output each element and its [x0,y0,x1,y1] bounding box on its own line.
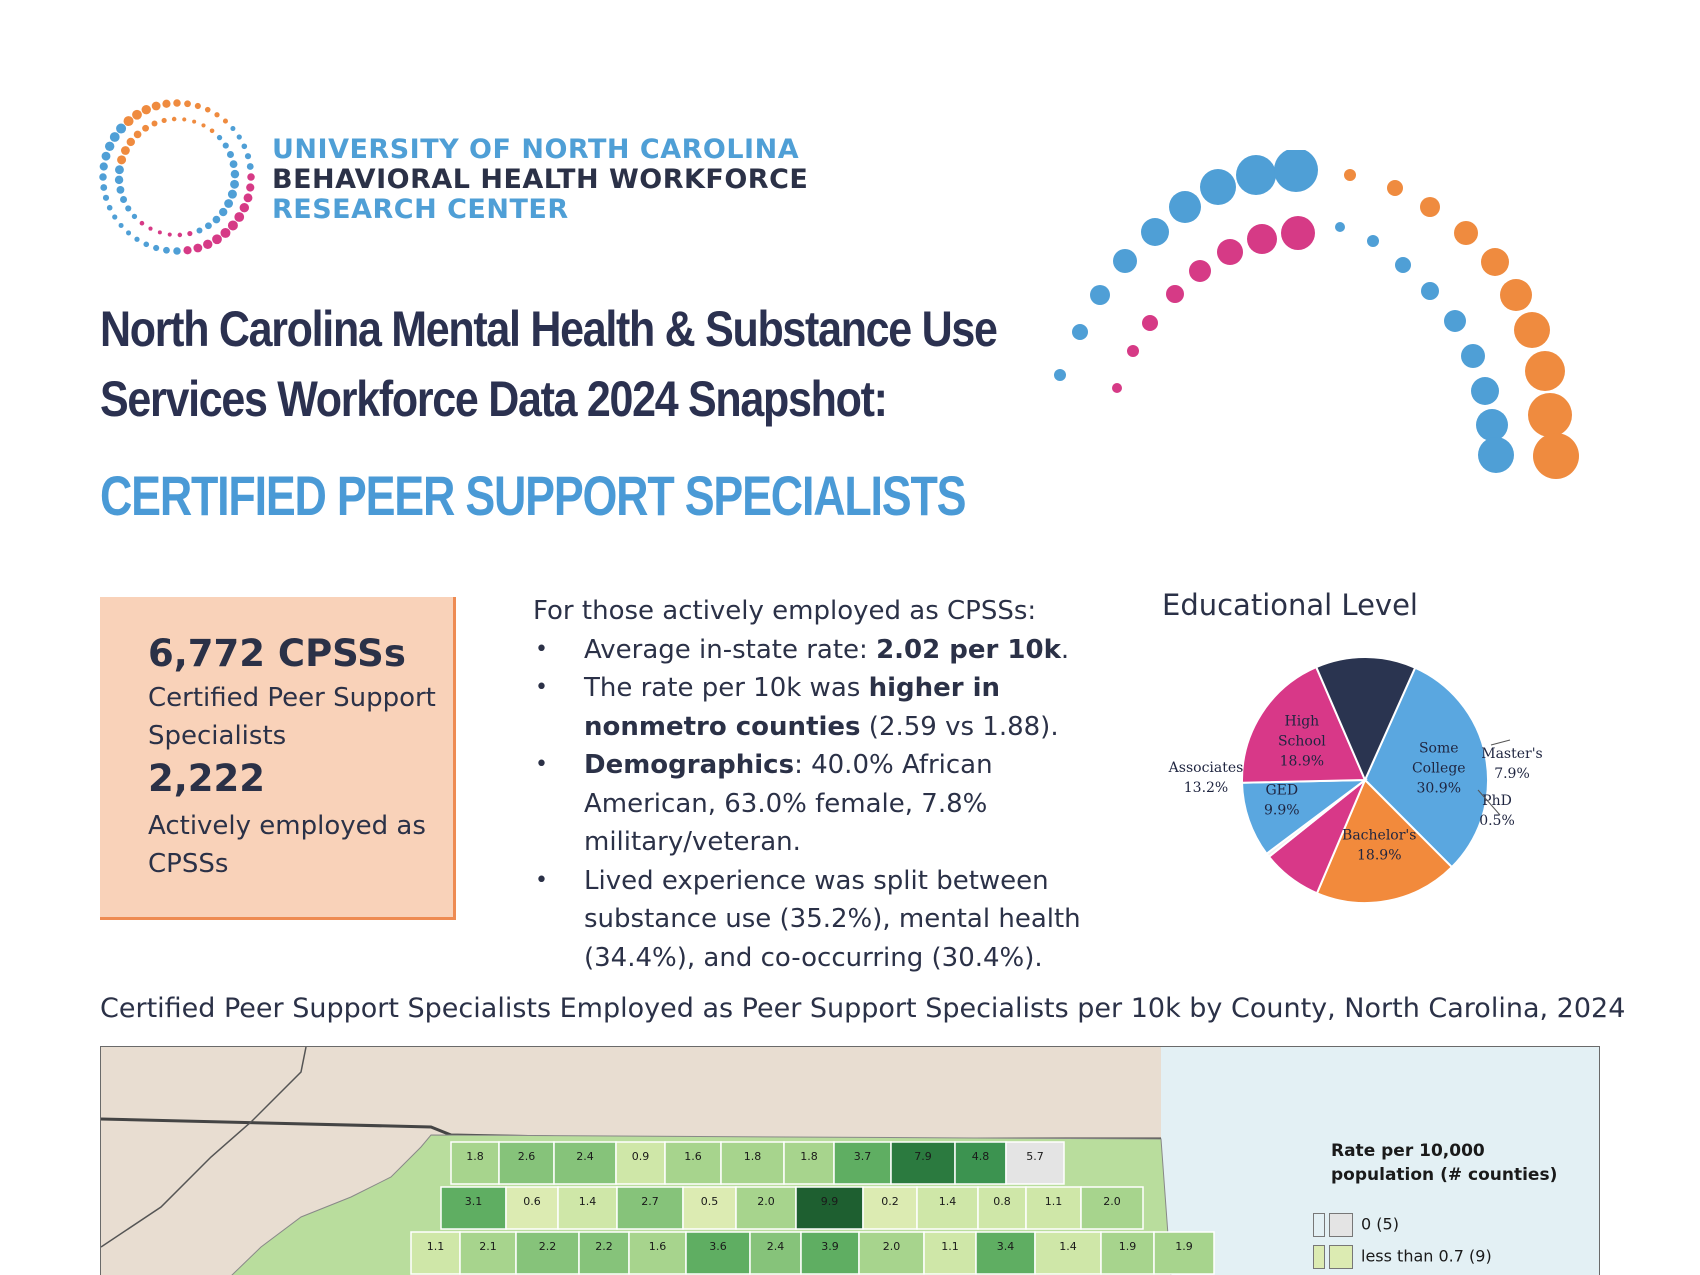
pie-label: Bachelor's [1342,827,1417,844]
county [976,1232,1035,1274]
arc-dot [1142,315,1158,331]
logo-dot [143,242,149,248]
pie-label: PhD [1482,793,1512,809]
logo-dot [105,142,114,151]
finding-nonmetro-rate [533,669,1103,746]
arc-dot [1421,282,1439,300]
arc-dot [1217,239,1243,265]
arc-dot [1166,285,1184,303]
county-value: 1.6 [684,1150,702,1163]
county-value: 2.2 [538,1240,557,1253]
logo-dot [127,138,135,146]
county [834,1142,891,1184]
county-map [100,1046,1600,1275]
logo-dot [205,107,211,113]
logo-dot [112,214,117,219]
logo-dot [224,199,233,208]
arc-dot [1189,260,1211,282]
county-value: 1.6 [648,1240,667,1253]
map-legend-title: Rate per 10,000 population (# counties) [1331,1141,1558,1185]
arc-dot [1200,169,1236,205]
logo-dot [247,163,254,170]
arc-dot [1528,393,1572,437]
arc-dot [1247,224,1277,254]
county [411,1232,460,1274]
county-value: 2.6 [517,1150,536,1163]
arc-dot [1236,155,1276,195]
county-value: 1.8 [743,1150,762,1163]
county [796,1187,863,1229]
pie-label: GED [1265,782,1299,799]
logo-dot [178,233,183,238]
finding-bold: 2.02 per 10k [876,634,1061,665]
legend-swatch-small [1313,1213,1325,1237]
arc-dot [1274,150,1318,192]
county-value: 9.9 [820,1195,839,1208]
logo-dot [212,234,222,244]
county-value: 1.8 [800,1150,818,1163]
logo-dot [246,183,254,191]
county [499,1142,554,1184]
county [978,1187,1026,1229]
arc-dot [1514,312,1550,348]
logo-dot [237,134,242,139]
stat-employed: 2,222 [148,757,266,800]
stats-box [100,597,456,920]
pie-label: 7.9% [1494,766,1530,782]
arc-dot [1112,383,1122,393]
logo-dot [132,214,137,219]
page-subtitle: CERTIFIED PEER SUPPORT SPECIALISTS [100,464,966,527]
arc-dot [1481,248,1509,276]
logo-dot [223,119,228,124]
logo-dot [205,222,212,229]
county-value: 4.8 [971,1150,990,1163]
county [617,1187,683,1229]
logo-dot [148,227,152,231]
county [924,1232,976,1274]
logo-dot [192,120,196,124]
legend-label: less than 0.7 (9) [1361,1246,1492,1266]
county-value: 2.7 [641,1195,659,1208]
finding-text-end: . [1060,634,1070,665]
logo-dot [172,117,177,122]
arc-dot [1533,433,1579,479]
logo-dot [219,208,227,216]
county [683,1187,736,1229]
pie-label: School [1277,733,1326,750]
map-title: Certified Peer Support Specialists Employed as Peer Support Specialists per 10k by County, North Carolina, 2024 [100,993,1626,1024]
county [554,1142,616,1184]
key-findings-intro: For those actively employed as CPSSs: [533,596,1037,626]
county [1006,1142,1064,1184]
county-value: 3.9 [821,1240,839,1253]
logo-dot [230,126,235,131]
arc-dot [1387,180,1403,196]
logo-dot [240,203,249,212]
logo-dot [103,195,109,201]
logo-dot [152,102,161,111]
arc-dot [1471,377,1499,405]
logo-dot [142,125,149,132]
finding-lived-experience [533,862,1103,978]
logo-dot [228,220,238,230]
logo-dot [100,184,107,191]
logo-dot [100,162,108,170]
arc-dot [1478,437,1514,473]
logo-dot [115,165,124,174]
logo-dot [195,103,201,109]
finding-text: Lived experience was split between substance use (35.2%), mental health (34.4%), and co-occurring (30.4%). [584,865,1081,973]
logo-dot [99,173,107,181]
county [616,1142,665,1184]
county [917,1187,978,1229]
logo-dot [110,132,120,142]
logo-dot [120,196,127,203]
county [686,1232,750,1274]
logo-dot [244,193,253,202]
county [441,1187,506,1229]
arc-dot [1113,249,1137,273]
logo-dot [140,221,145,226]
logo-line-university: UNIVERSITY OF NORTH CAROLINA [272,134,800,165]
county-value: 0.2 [881,1195,899,1208]
logo-dot [228,190,237,199]
pie-label: Some [1418,740,1459,757]
arc-dot [1335,222,1345,232]
finding-text: The rate per 10k was [584,673,869,703]
county [1026,1187,1081,1229]
county [506,1187,558,1229]
pie-label: 18.9% [1279,753,1325,770]
logo-dot [124,116,134,126]
county-value: 2.0 [882,1240,901,1253]
logo-dot [184,100,191,107]
finding-text-end: (2.59 vs 1.88). [860,711,1059,742]
logo-dot [193,244,202,253]
county [451,1142,499,1184]
logo-dot [162,118,167,123]
state-border [101,1047,306,1247]
map-legend-item [1313,1245,1492,1269]
county-value: 3.1 [464,1195,483,1208]
county-value: 1.4 [938,1195,957,1208]
county [1101,1232,1154,1274]
county [750,1232,801,1274]
logo-dot [102,152,111,161]
logo-dot [247,173,255,181]
finding-text: : 40.0% African American, 63.0% female, 7.8% military/veteran. [584,750,993,857]
arc-dot [1420,197,1440,217]
page-title-line-2: Services Workforce Data 2024 Snapshot: [100,371,887,427]
arc-dot [1054,369,1066,381]
stat-total-label: Certified Peer Support Specialists [148,683,436,751]
arc-dot [1454,221,1478,245]
county [665,1142,721,1184]
logo-dot [117,155,126,164]
arc-dot [1367,235,1379,247]
arc-dot [1395,257,1411,273]
logo-dot [242,143,248,149]
county-value: 2.0 [757,1195,775,1208]
county-value: 0.8 [993,1195,1011,1208]
arc-dot [1127,345,1139,357]
logo-dot [134,131,142,139]
county-value: 1.1 [941,1240,959,1253]
stat-total-cpss: 6,772 CPSSs [148,632,406,675]
logo-dot [196,227,202,233]
logo-dot [107,205,113,211]
arc-dot [1141,218,1169,246]
legend-swatch [1329,1245,1353,1269]
logo-dot [187,231,192,236]
logo-dot [121,146,130,155]
arc-dot [1090,285,1110,305]
pie-chart-title: Educational Level [1162,588,1418,622]
legend-swatch-small [1313,1245,1325,1269]
pie-label: Master's [1481,746,1543,762]
logo-dot [119,223,124,228]
county [460,1232,516,1274]
pie-label: High [1284,713,1320,730]
county [1081,1187,1143,1229]
county [629,1232,686,1274]
logo-dot [245,153,251,159]
logo-dot [117,186,125,194]
pie-label: 9.9% [1264,802,1300,819]
logo-dot [203,240,212,249]
logo-dot [153,245,159,251]
county-value: 1.9 [1118,1240,1137,1253]
logo-dot [125,205,131,211]
arc-dot [1169,191,1201,223]
county [863,1187,917,1229]
logo-dot [115,176,123,184]
logo-dot [152,121,158,127]
county-value: 0.5 [700,1195,719,1208]
logo-dot [213,216,221,224]
county [891,1142,955,1184]
logo-dot [227,151,234,158]
finding-text: Average in-state rate: [584,634,877,665]
logo-dot [223,143,229,149]
finding-average-rate [533,631,1103,670]
county-value: 1.4 [578,1195,597,1208]
arc-dot [1525,351,1565,391]
logo-dot [220,228,230,238]
county-value: 3.6 [709,1240,727,1253]
legend-label: 0 (5) [1361,1214,1399,1234]
finding-bold: Demographics [584,750,795,780]
county-value: 1.8 [466,1150,484,1163]
finding-demographics [533,746,1103,862]
logo-dot [231,170,239,178]
county [955,1142,1006,1184]
logo-dot [116,124,126,134]
county-value: 3.4 [996,1240,1015,1253]
education-pie-chart [1160,630,1580,920]
stat-employed-label: Actively employed as CPSSs [148,811,426,879]
key-findings [533,592,1103,977]
county [784,1142,834,1184]
logo-dot [230,160,238,168]
pie-label: Associates [1168,760,1244,776]
county-value: 7.9 [914,1150,932,1163]
arc-dot [1500,279,1532,311]
county-value: 1.1 [426,1240,445,1253]
pie-label: 13.2% [1183,780,1229,796]
arc-dot [1461,344,1485,368]
logo-dot [173,99,181,107]
logo-dot [142,105,151,114]
page-title-line-1: North Carolina Mental Health & Substance Use [100,301,997,357]
county-value: 0.6 [523,1195,541,1208]
county [721,1142,784,1184]
logo-dot [134,237,139,242]
logo-dot [158,230,162,234]
decorative-dot-arc [1030,150,1630,490]
logo-ring-icon [92,92,262,262]
county [1154,1232,1214,1274]
logo-dot [126,230,131,235]
logo-dot [168,232,172,236]
logo-dot [182,117,186,121]
logo-dot [163,247,170,254]
pie-label: College [1411,760,1466,777]
logo-dot [162,100,170,108]
county [736,1187,796,1229]
county [558,1187,617,1229]
pie-label: 0.5% [1479,813,1515,829]
logo-dot [210,128,215,133]
county-value: 3.7 [853,1150,872,1163]
county-value: 2.4 [766,1240,785,1253]
logo-dot [201,123,205,127]
county-value: 0.9 [631,1150,650,1163]
logo-dot [173,247,181,255]
arc-dot [1072,324,1088,340]
county [516,1232,579,1274]
finding-bold: higher in nonmetro counties [584,673,1001,742]
pie-label: 30.9% [1416,780,1462,797]
county-value: 1.9 [1175,1240,1193,1253]
logo-dot [132,110,142,120]
county-value: 1.1 [1044,1195,1063,1208]
map-legend-item [1313,1213,1399,1237]
county-value: 5.7 [1026,1150,1044,1163]
county [579,1232,629,1274]
logo-dot [234,212,244,222]
county-value: 1.4 [1059,1240,1077,1253]
logo-line-research-center: RESEARCH CENTER [272,194,569,225]
arc-dot [1344,169,1356,181]
arc-dot [1281,216,1315,250]
county-value: 2.0 [1103,1195,1121,1208]
key-findings-list [533,631,1103,978]
logo-line-workforce: BEHAVIORAL HEALTH WORKFORCE [272,164,809,195]
legend-swatch [1329,1213,1353,1237]
pie-label: 18.9% [1357,847,1402,864]
arc-dot [1476,409,1508,441]
pie-leader-line [1491,740,1510,745]
logo-dot [214,112,219,117]
logo-dot [230,180,239,189]
county [1035,1232,1101,1274]
county-value: 2.1 [479,1240,497,1253]
county [801,1232,859,1274]
county-value: 2.2 [595,1240,613,1253]
logo-dot [183,246,191,254]
county-value: 2.4 [576,1150,594,1163]
county [859,1232,924,1274]
arc-dot [1444,310,1466,332]
logo-dot [217,135,222,140]
